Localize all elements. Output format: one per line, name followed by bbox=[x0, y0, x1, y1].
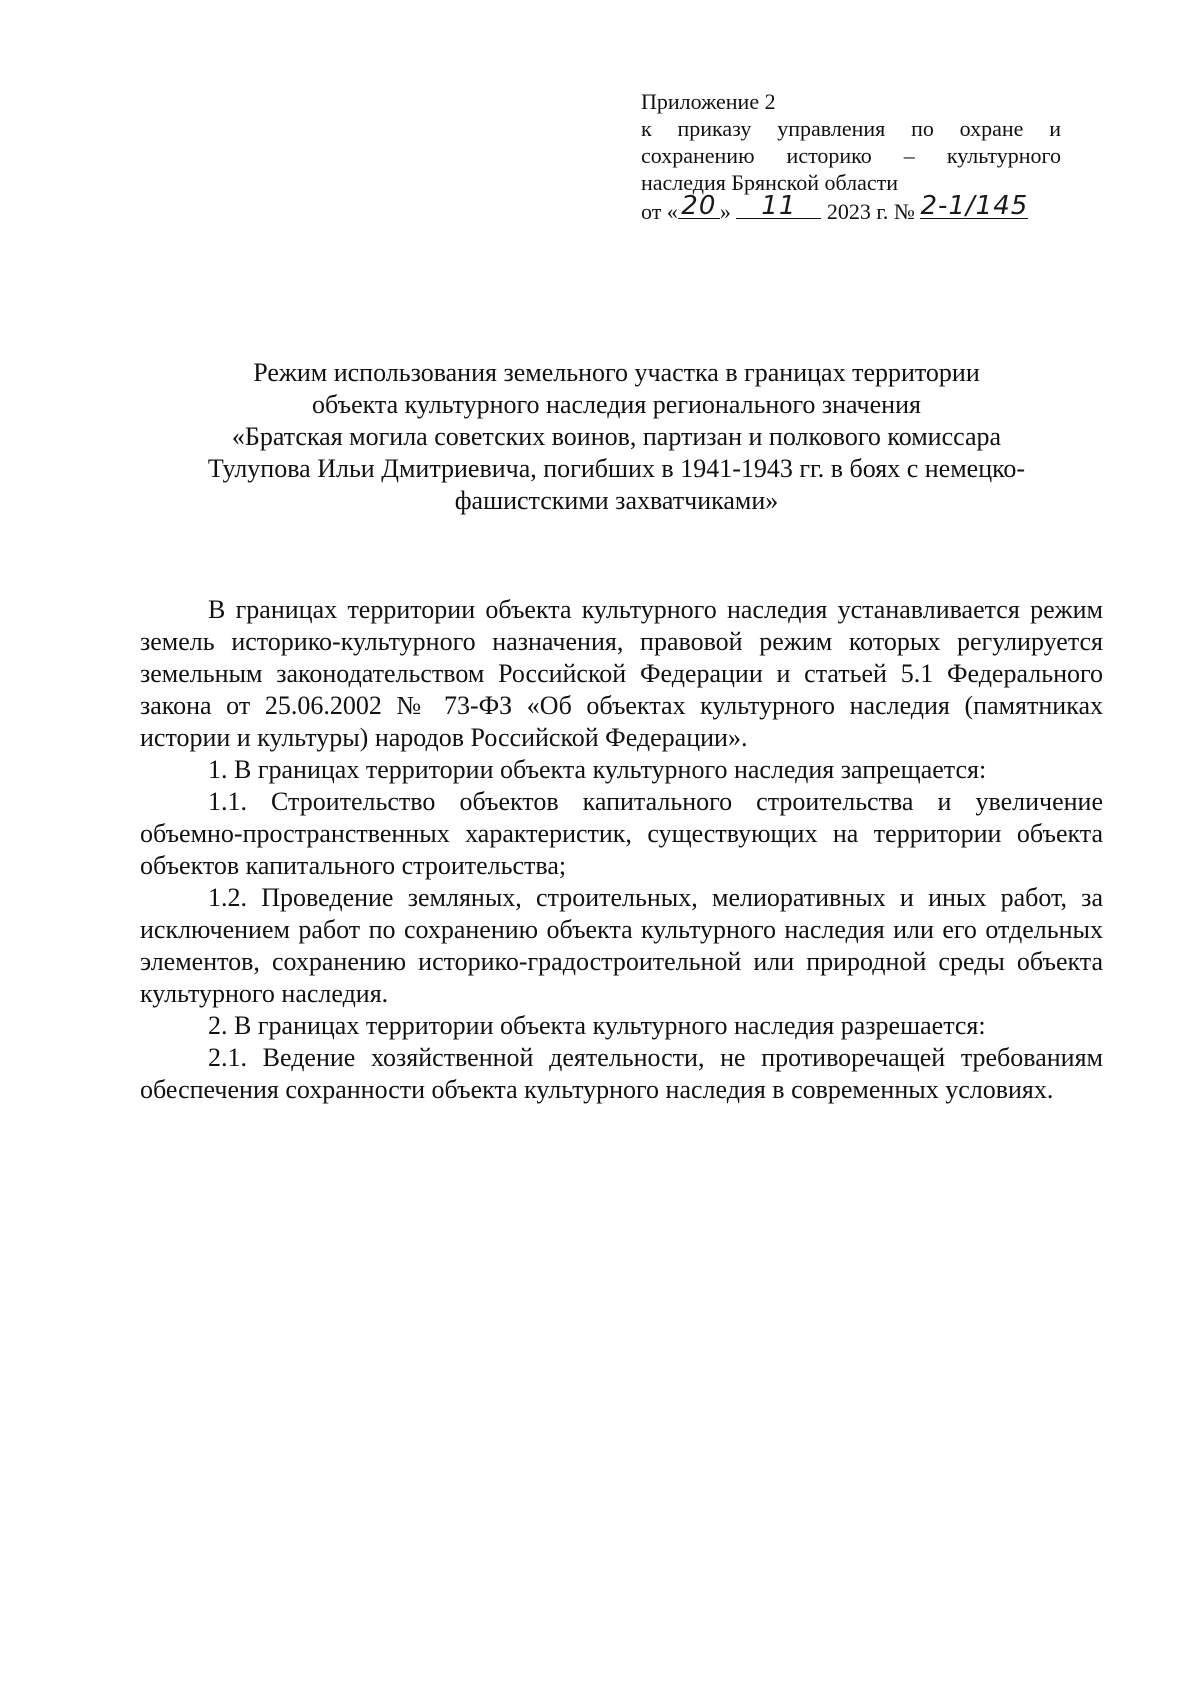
title-line: Режим использования земельного участка в границах территории bbox=[253, 358, 980, 387]
order-date-line bbox=[641, 191, 1061, 225]
appendix-order-line: наследия Брянской области bbox=[641, 170, 899, 195]
appendix-header bbox=[641, 88, 1061, 225]
appendix-number: Приложение 2 bbox=[641, 89, 776, 114]
date-year: 2023 г. № bbox=[826, 199, 915, 224]
handwritten-day: 20 bbox=[681, 191, 717, 221]
appendix-order-line: сохранению историко – культурного bbox=[641, 143, 1061, 168]
handwritten-order-number: 2-1/145 bbox=[920, 191, 1029, 221]
title-line: фашистскими захватчиками» bbox=[454, 486, 779, 515]
title-line: «Братская могила советских воинов, партизан и полкового комиссара bbox=[231, 422, 1002, 451]
intro-paragraph: В границах территории объекта культурного наследия устанавливается режим земель историко-культурного назначения, правовой режим которых регулируется земельным законодательством Российской Федерации и статьей 5.1 Федерального закона от 25.06.2002 № 73-ФЗ «Об объектах культурного наследия (памятниках истории и культуры) народов Российской Федерации». bbox=[140, 595, 1103, 752]
document-title bbox=[130, 357, 1103, 517]
paragraph-1-2: 1.2. Проведение земляных, строительных, мелиоративных и иных работ, за исключением работ по сохранению объекта культурного наследия или его отдельных элементов, сохранению историко-градостроительной или природной среды объекта культурного наследия. bbox=[140, 883, 1103, 1008]
paragraph-1: 1. В границах территории объекта культурного наследия запрещается: bbox=[208, 755, 987, 784]
paragraph-2: 2. В границах территории объекта культурного наследия разрешается: bbox=[208, 1011, 986, 1040]
paragraph-1-1: 1.1. Строительство объектов капитального строительства и увеличение объемно-пространственных характеристик, существующих на территории объекта объектов капитального строительства; bbox=[140, 787, 1103, 880]
title-line: Тулупова Ильи Дмитриевича, погибших в 1941-1943 гг. в боях с немецко- bbox=[207, 454, 1026, 483]
date-quote-close: » bbox=[719, 199, 731, 224]
appendix-order-line: к приказу управления по охране и bbox=[641, 116, 1061, 141]
date-prefix: от « bbox=[641, 199, 678, 224]
paragraph-2-1: 2.1. Ведение хозяйственной деятельности, не противоречащей требованиям обеспечения сохранности объекта культурного наследия в современных условиях. bbox=[140, 1043, 1103, 1104]
title-line: объекта культурного наследия регионального значения bbox=[312, 390, 921, 419]
document-body bbox=[140, 594, 1103, 1106]
handwritten-month: 11 bbox=[761, 191, 797, 221]
